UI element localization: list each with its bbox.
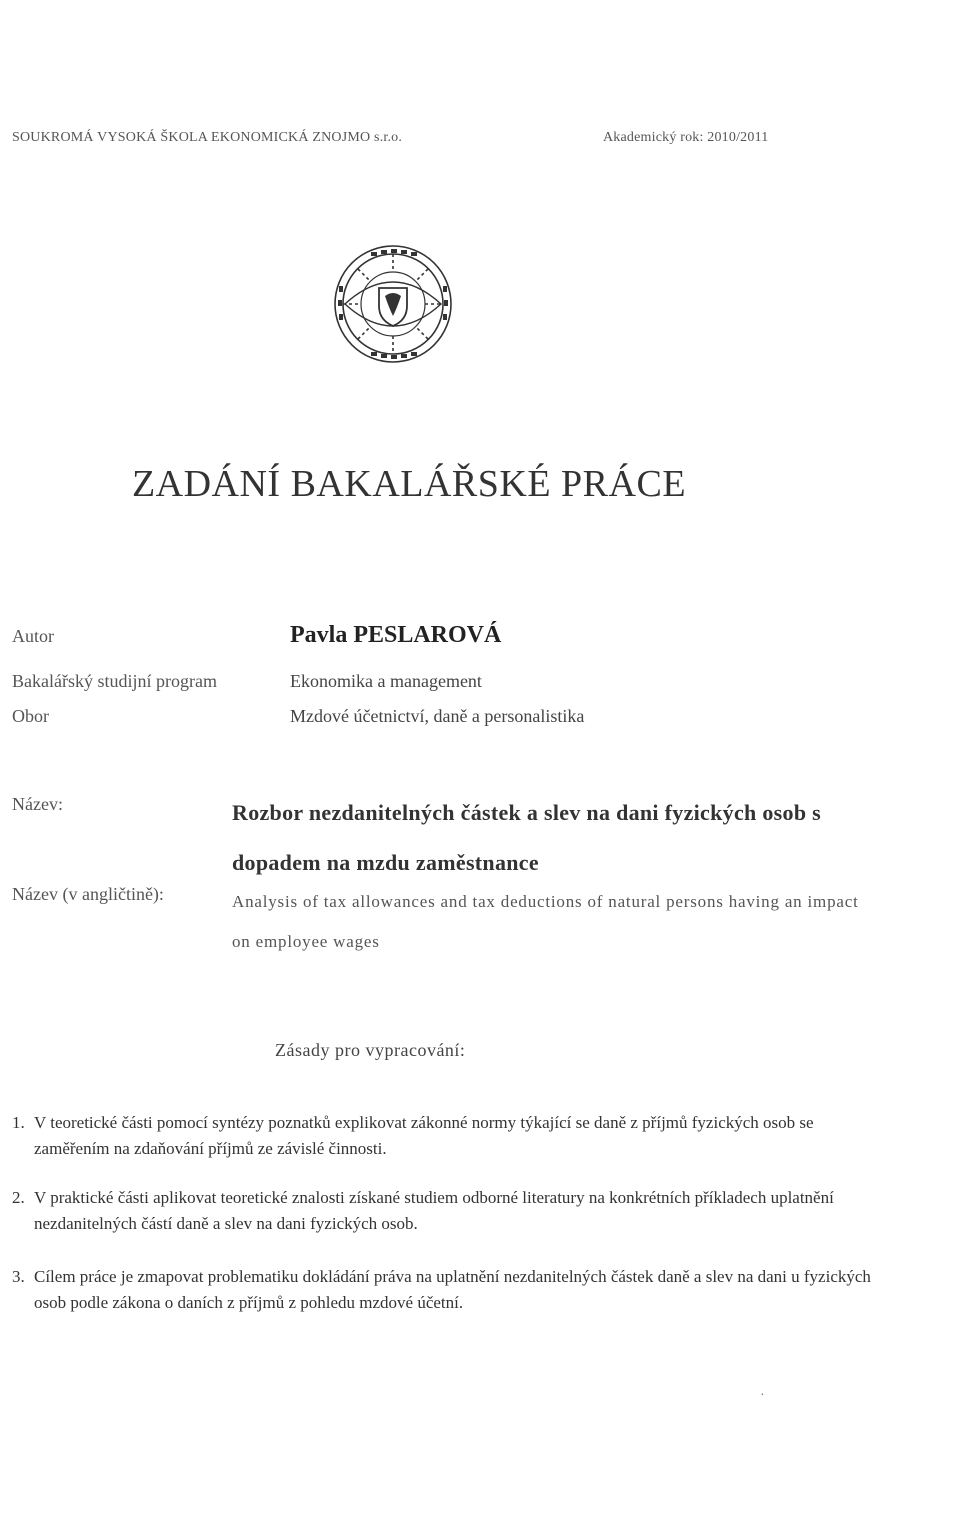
principle-number: 1. xyxy=(12,1113,25,1132)
principle-item xyxy=(12,1110,882,1162)
principles-heading: Zásady pro vypracování: xyxy=(275,1040,466,1060)
school-name: SOUKROMÁ VYSOKÁ ŠKOLA EKONOMICKÁ ZNOJMO s.r.o. xyxy=(12,130,403,145)
author-label: Autor xyxy=(12,626,54,646)
study-program-value: Ekonomika a management xyxy=(290,671,482,691)
field-value: Mzdové účetnictví, daně a personalistika xyxy=(290,706,585,726)
thesis-name-label: Název: xyxy=(12,794,63,814)
thesis-name-en-label: Název (v angličtině): xyxy=(12,884,164,904)
principle-text: V teoretické části pomocí syntézy poznatků explikovat zákonné normy týkající se daně z příjmů fyzických osob se zaměřením na zdaňování příjmů ze závislé činnosti. xyxy=(34,1113,814,1158)
principle-text: Cílem práce je zmapovat problematiku dokládání práva na uplatnění nezdanitelných částek daně a slev na dani u fyzických osob podle zákona o daních z příjmů z pohledu mzdové účetní. xyxy=(34,1267,871,1312)
thesis-name-en-value: Analysis of tax allowances and tax deductions of natural persons having an impact on employee wages xyxy=(232,892,859,951)
principle-item xyxy=(12,1185,882,1237)
author-value: Pavla PESLAROVÁ xyxy=(290,622,502,648)
principle-number: 2. xyxy=(12,1188,25,1207)
principle-text: V praktické části aplikovat teoretické znalosti získané studiem odborné literatury na konkrétních příkladech uplatnění nezdanitelných částí daně a slev na dani fyzických osob. xyxy=(34,1188,834,1233)
university-seal-icon xyxy=(331,242,455,366)
academic-year: Akademický rok: 2010/2011 xyxy=(603,130,769,145)
document-title: ZADÁNÍ BAKALÁŘSKÉ PRÁCE xyxy=(131,463,687,505)
thesis-name-value: Rozbor nezdanitelných částek a slev na dani fyzických osob s dopadem na mzdu zaměstnance xyxy=(232,800,822,875)
stray-mark: · xyxy=(760,1388,765,1403)
principle-item xyxy=(12,1264,882,1316)
principle-number: 3. xyxy=(12,1267,25,1286)
study-program-label: Bakalářský studijní program xyxy=(12,671,217,691)
field-label: Obor xyxy=(12,706,49,726)
